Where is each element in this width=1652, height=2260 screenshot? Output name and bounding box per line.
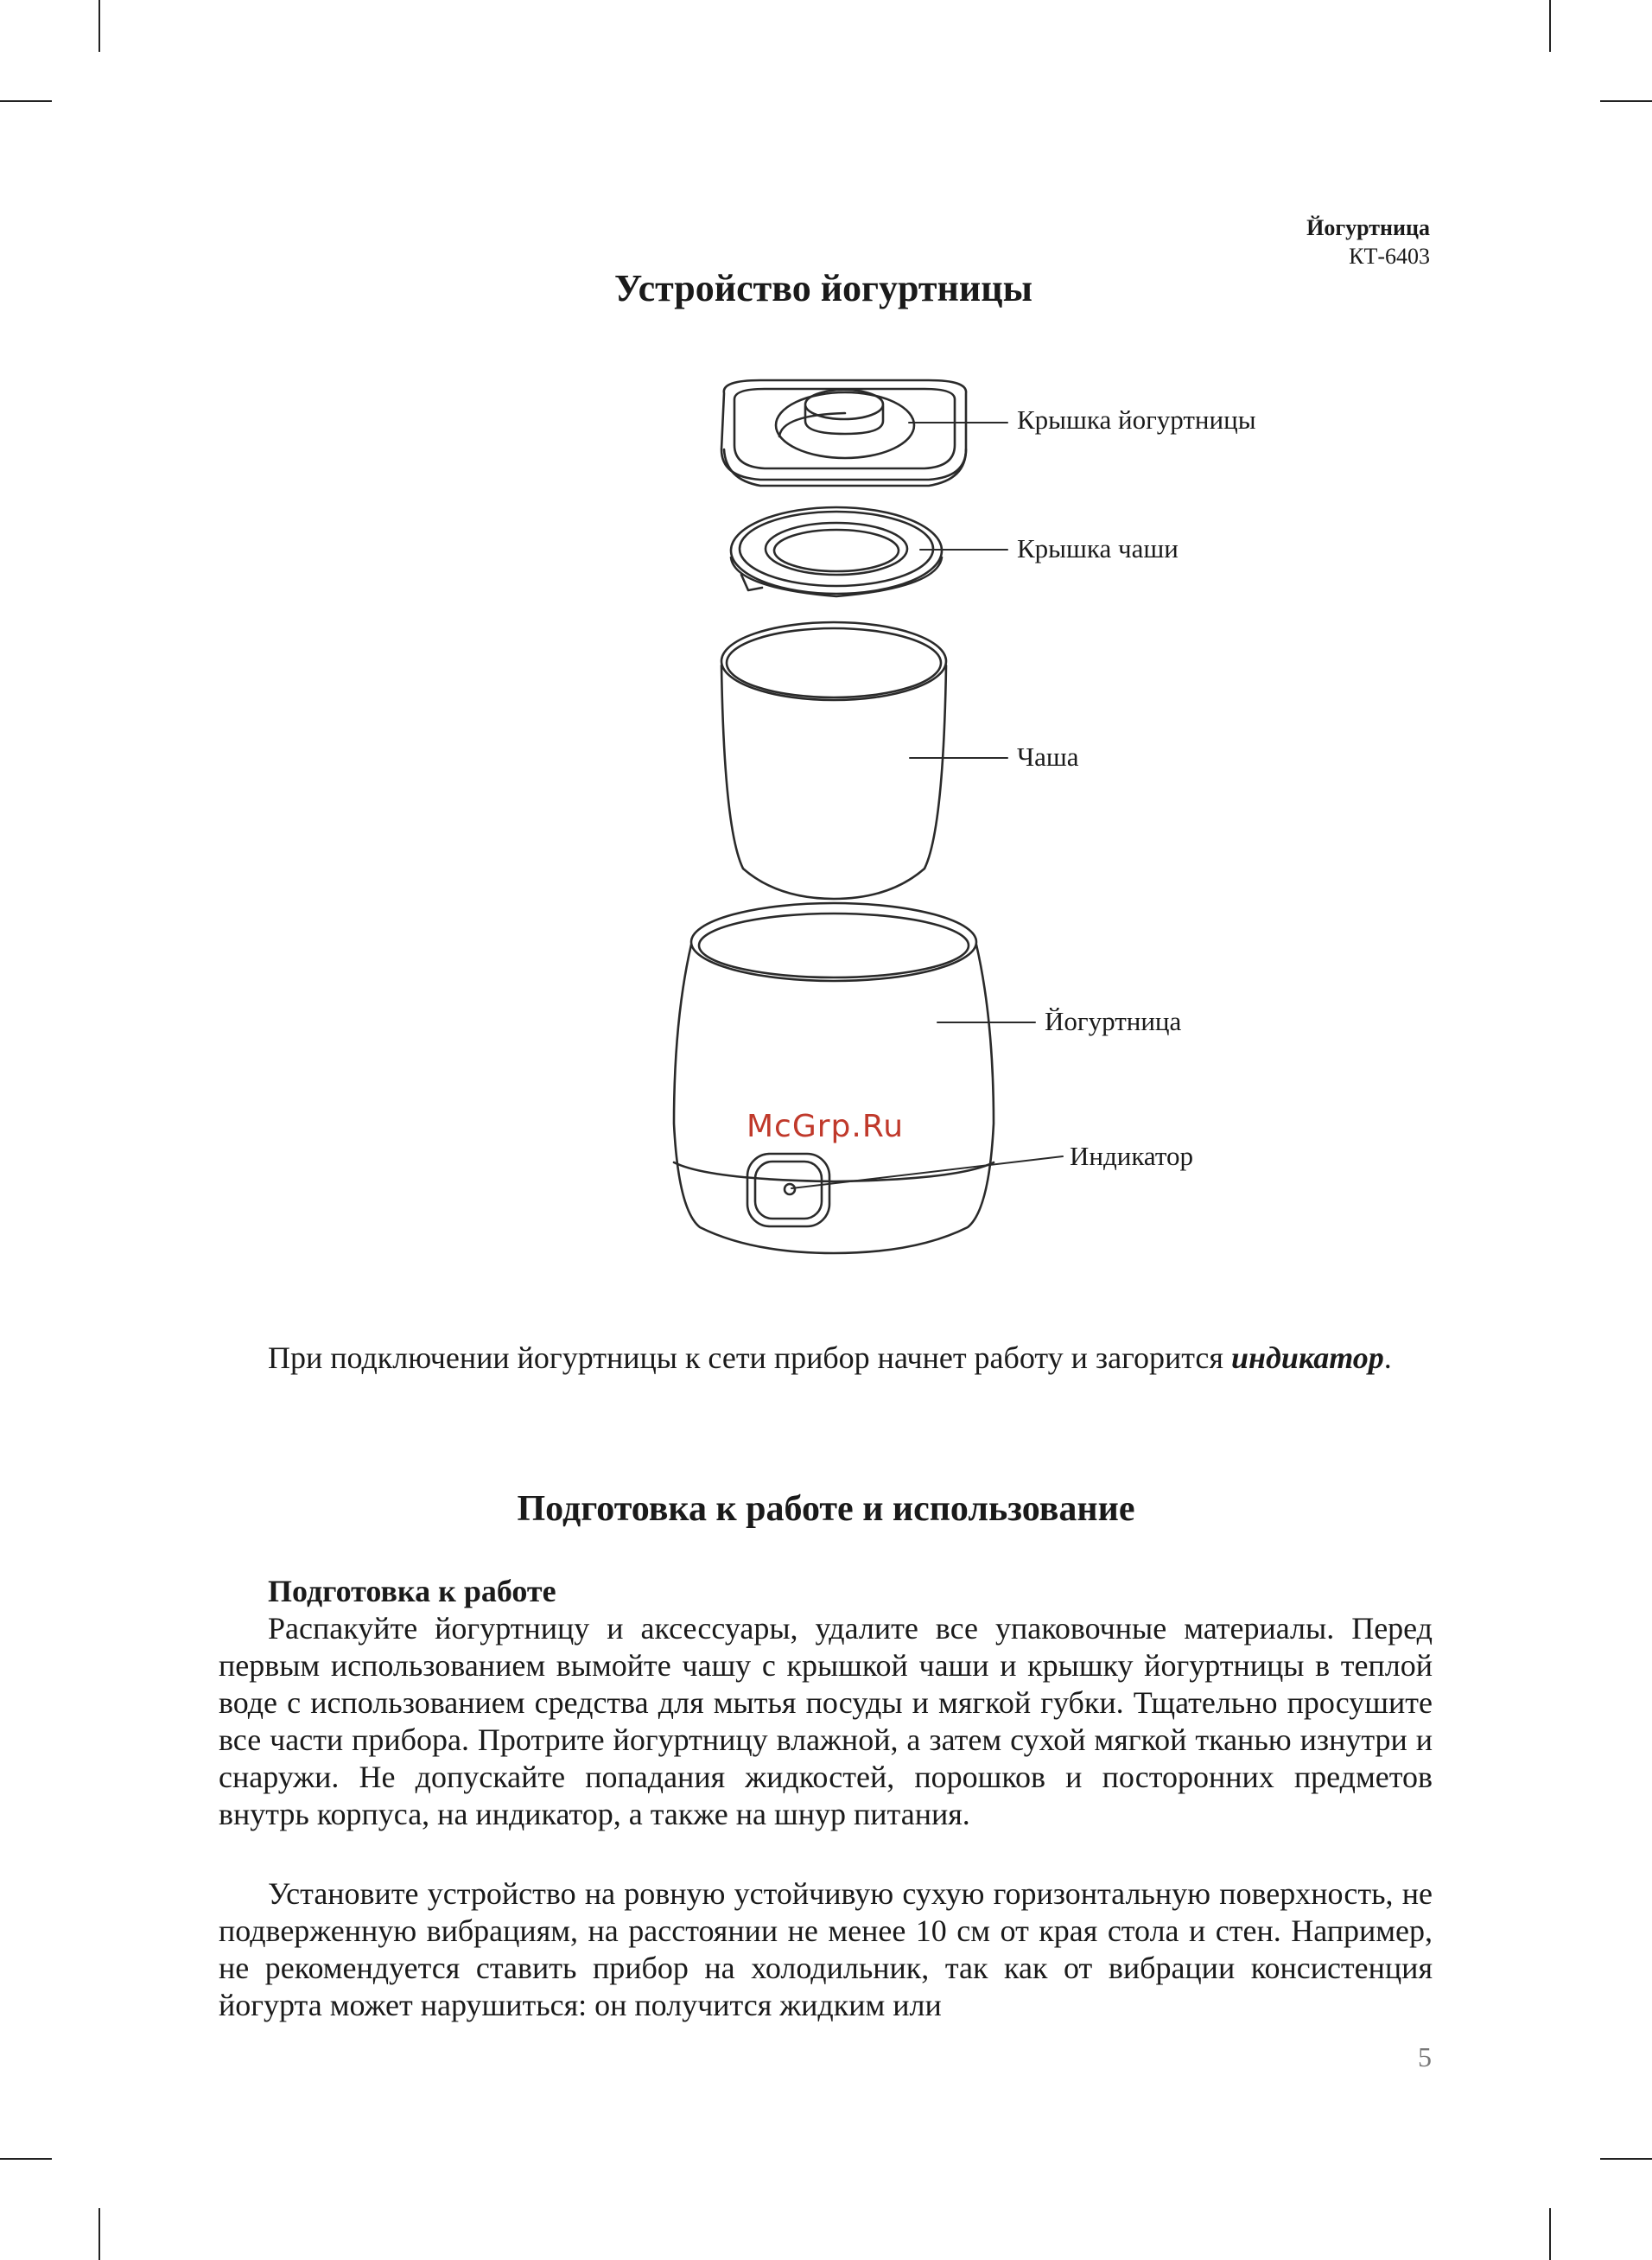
body-paragraph-1 [219,1610,1433,1833]
section-title: Подготовка к работе и использование [517,1489,1135,1529]
paragraph-text: Распакуйте йогуртницу и аксессуары, удалите все упаковочные материалы. Перед первым использованием вымойте чашу с крышкой чаши и крышку йогуртницы в теплой воде с использованием средства для мытья посуды и мягкой губки. Тщательно просушите все части прибора. Протрите йогуртницу влажной, а затем сухой мягкой тканью изнутри и снаружи. Не допускайте попадания жидкостей, порошков и посторонних предметов внутрь корпуса, на индикатор, а также на шнур питания. [219,1611,1433,1831]
label-body: Йогуртница [1045,1006,1182,1036]
crop-mark [1549,2208,1551,2260]
intro-text: При подключении йогуртницы к сети прибор начнет работу и загорится [268,1340,1231,1375]
intro-paragraph [219,1340,1433,1377]
intro-end: . [1383,1340,1392,1375]
paragraph-text: Установите устройство на ровную устойчивую сухую горизонтальную поверхность, не подверженную вибрациям, на расстоянии не менее 10 см от края стола и стен. Например, не рекомендуется ставить прибор на холодильник, так как от вибрации консистенция йогурта может нарушиться: он получится жидким или [219,1876,1433,2022]
bowl-lid-illustration [731,507,942,596]
base-illustration [674,903,994,1253]
label-lid: Крышка йогуртницы [1017,404,1256,435]
crop-mark [1600,2158,1652,2160]
body-paragraph-2 [219,1875,1433,2024]
label-indicator: Индикатор [1070,1141,1194,1171]
label-bowl-lid: Крышка чаши [1017,533,1179,563]
header-product: Йогуртница [1306,215,1430,240]
crop-mark [98,2208,100,2260]
intro-emphasis: индикатор [1230,1340,1384,1375]
bowl-illustration [721,622,946,899]
crop-mark [0,2158,52,2160]
subsection-title: Подготовка к работе [268,1574,556,1608]
header-model: КТ-6403 [1349,243,1430,269]
lid-illustration [721,380,966,486]
page-number: 5 [1418,2041,1432,2072]
diagram-title: Устройство йогуртницы [614,267,1032,309]
label-bowl: Чаша [1017,742,1079,772]
watermark: McGrp.Ru [747,1109,905,1144]
